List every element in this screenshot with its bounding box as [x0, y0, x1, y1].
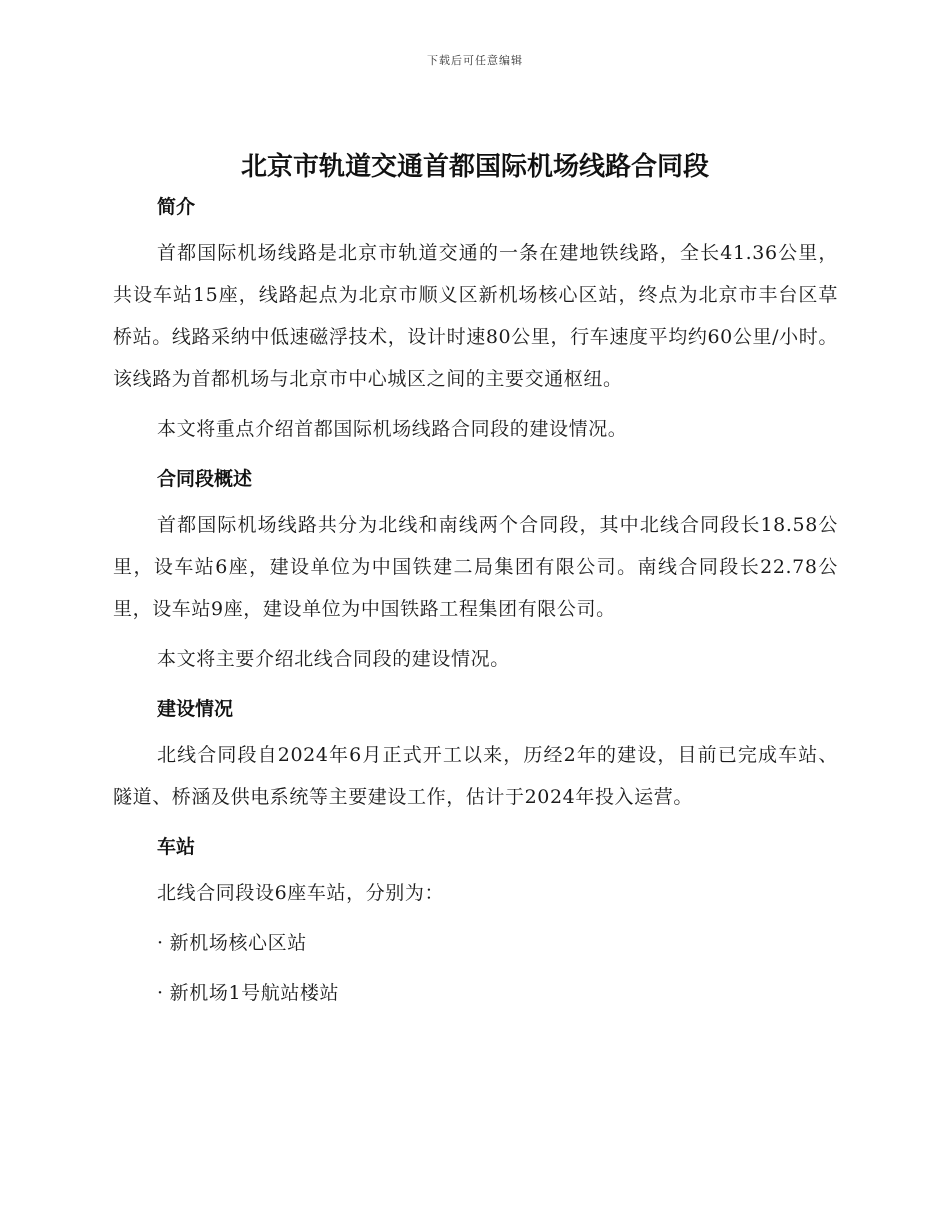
- section-heading-construction: 建设情况: [157, 698, 234, 720]
- station-list-item: [157, 972, 838, 1014]
- intro-focus-paragraph: 本文将重点介绍首都国际机场线路合同段的建设情况。: [157, 418, 628, 440]
- station-name: 新机场核心区站: [169, 932, 307, 954]
- page-header-note: 下载后可任意编辑: [427, 54, 523, 67]
- bullet-icon: ·: [157, 932, 164, 954]
- document-title: 北京市轨道交通首都国际机场线路合同段: [240, 152, 709, 182]
- bullet-icon: ·: [157, 982, 164, 1004]
- construction-paragraph: 北线合同段自2024年6月正式开工以来，历经2年的建设，目前已完成车站、隧道、桥涵及供电系统等主要建设工作，估计于2024年投入运营。: [113, 744, 838, 808]
- section-heading-stations: 车站: [157, 836, 196, 858]
- station-name: 新机场1号航站楼站: [169, 982, 340, 1004]
- station-list-item: [157, 922, 838, 964]
- overview-paragraph: 首都国际机场线路共分为北线和南线两个合同段，其中北线合同段长18.58公里，设车站6座，建设单位为中国铁建二局集团有限公司。南线合同段长22.78公里，设车站9座，建设单位为中国铁路工程集团有限公司。: [113, 514, 838, 620]
- document-body: [113, 190, 838, 1014]
- intro-paragraph: 首都国际机场线路是北京市轨道交通的一条在建地铁线路，全长41.36公里，共设车站15座，线路起点为北京市顺义区新机场核心区站，终点为北京市丰台区草桥站。线路采纳中低速磁浮技术，设计时速80公里，行车速度平均约60公里/小时。该线路为首都机场与北京市中心城区之间的主要交通枢纽。: [113, 242, 838, 390]
- overview-focus-paragraph: 本文将主要介绍北线合同段的建设情况。: [157, 648, 510, 670]
- section-heading-intro: 简介: [157, 196, 196, 218]
- section-heading-overview: 合同段概述: [157, 468, 253, 490]
- stations-paragraph: 北线合同段设6座车站，分别为：: [157, 882, 445, 904]
